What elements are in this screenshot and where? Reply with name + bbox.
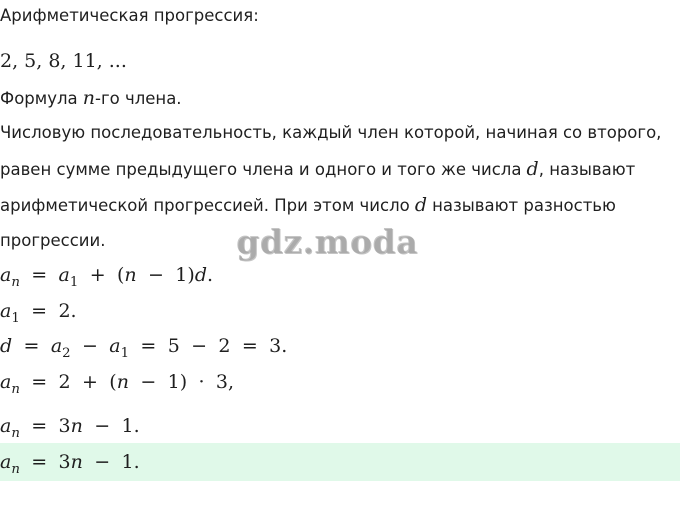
- equation-general: $a_n = a_1 + (n - 1)d$.: [0, 264, 214, 290]
- definition-line-3-a: арифметической прогрессией. При этом число: [0, 196, 410, 215]
- definition-line-2-b: , называют: [538, 160, 636, 179]
- sequence-math: 2, 5, 8, 11, ...: [0, 50, 127, 72]
- equation-d: $d = a_2 - a_1 = 5 - 2 = 3$.: [0, 335, 288, 361]
- definition-line-3: [0, 196, 616, 215]
- definition-var-d: d: [526, 158, 539, 180]
- definition-line-2: [0, 160, 635, 179]
- definition-var-d-2: d: [414, 194, 427, 216]
- equation-substitution: $a_n = 2 + (n - 1) \cdot 3$,: [0, 371, 235, 397]
- equation-result: $a_n = 3n - 1$.: [0, 415, 140, 441]
- formula-var-n: n: [82, 87, 95, 109]
- formula-caption: [0, 89, 182, 108]
- watermark-logo: gdz.moda: [236, 222, 418, 261]
- equation-answer: $a_n = 3n - 1$.: [0, 451, 140, 477]
- formula-suffix: -го члена.: [95, 89, 182, 108]
- definition-line-3-b: называют разностью: [432, 196, 616, 215]
- definition-line-2-a: равен сумме предыдущего члена и одного и того же числа: [0, 160, 522, 179]
- equation-a1: $a_1 = 2$.: [0, 300, 77, 326]
- definition-line-1: Числовую последовательность, каждый член которой, начиная со второго,: [0, 123, 662, 142]
- formula-prefix: Формула: [0, 89, 78, 108]
- definition-line-4: прогрессии.: [0, 231, 106, 250]
- heading-text: Арифметическая прогрессия:: [0, 6, 259, 25]
